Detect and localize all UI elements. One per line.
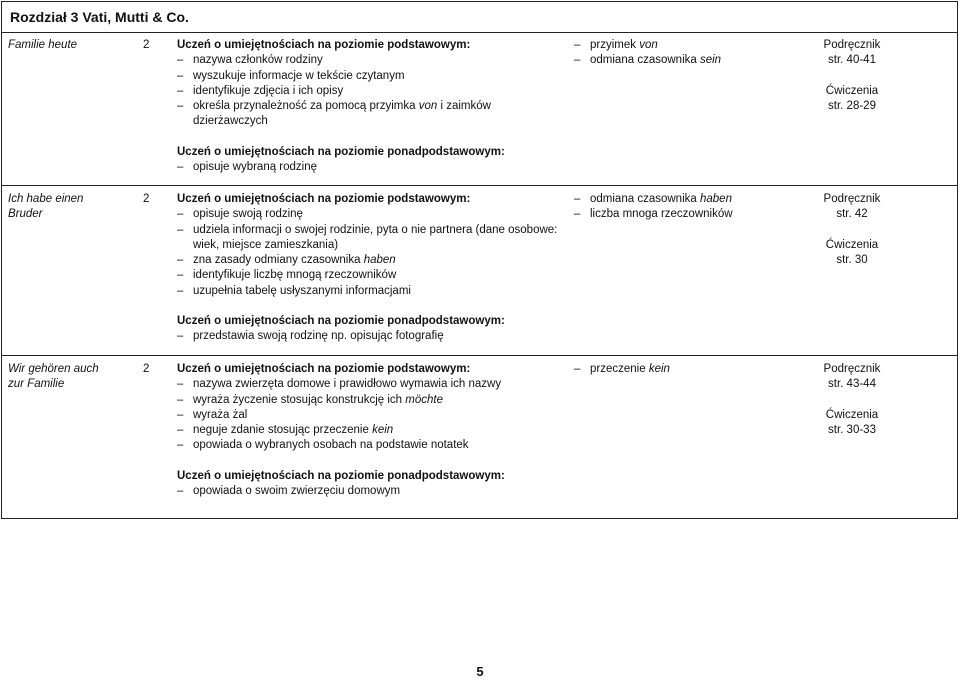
table-row [1,186,958,356]
objectives-cell [177,186,572,355]
workbook-pages: str. 30-33 [828,423,876,436]
workbook-label: Ćwiczenia [825,84,879,97]
topic-title: Familie heute [8,39,78,51]
objective-item: – neguje zdanie stosując przeczenie kein [177,423,572,438]
topic-cell [8,32,108,185]
textbook-label: Podręcznik [823,193,881,205]
textbook-pages: str. 40-41 [828,54,876,67]
objective-item: – uzupełnia tabelę usłyszanymi informacjami [177,284,572,299]
objectives-cell [177,356,572,518]
objective-item: – określa przynależność za pomocą przyimka von i zaimków [177,99,572,114]
basic-level-heading: Uczeń o umiejętnościach na poziomie podstawowym: [177,363,471,375]
textbook-label: Podręcznik [823,363,881,375]
topic-title-line: Ich habe einen [8,193,84,205]
topic-cell [8,186,108,355]
objective-item: – wyszukuje informacje w tekście czytanym [177,69,572,84]
table-row [1,356,958,519]
textbook-label: Podręcznik [823,39,881,51]
objective-item: – opowiada o wybranych osobach na podstawie notatek [177,438,572,453]
basic-level-heading: Uczeń o umiejętnościach na poziomie podstawowym: [177,39,471,51]
objective-item-continuation: dzierżawczych [193,115,268,128]
grammar-cell [574,356,784,518]
objective-item: – identyfikuje zdjęcia i ich opisy [177,84,572,99]
grammar-cell [574,32,784,185]
references-cell [790,32,914,185]
objective-item: – nazywa członków rodziny [177,53,572,68]
advanced-level-heading: Uczeń o umiejętnościach na poziomie ponadpodstawowym: [177,315,505,328]
references-cell [790,356,914,518]
hours-cell: 2 [143,193,150,205]
grammar-item: – odmiana czasownika haben [574,192,784,207]
grammar-item: – liczba mnoga rzeczowników [574,207,784,222]
objective-item: – zna zasady odmiany czasownika haben [177,253,572,268]
objective-item: – nazywa zwierzęta domowe i prawidłowo wymawia ich nazwy [177,377,572,392]
chapter-title: Rozdział 3 Vati, Mutti & Co. [1,1,958,33]
objective-item: – opowiada o swoim zwierzęciu domowym [177,484,572,499]
objective-item: – wyraża życzenie stosując konstrukcję ich möchte [177,393,572,408]
objective-item: – przedstawia swoją rodzinę np. opisując fotografię [177,329,572,344]
objective-item: – wyraża żal [177,408,572,423]
workbook-label: Ćwiczenia [825,238,879,251]
objective-item: – udziela informacji o swojej rodzinie, pyta o nie partnera (dane osobowe: [177,223,572,238]
topic-title-line: Wir gehören auch [8,363,99,375]
topic-title-line: zur Familie [8,378,65,391]
workbook-pages: str. 28-29 [828,99,876,112]
hours-cell: 2 [143,39,150,51]
objective-item: – opisuje wybraną rodzinę [177,160,572,175]
objective-item: – identyfikuje liczbę mnogą rzeczowników [177,268,572,283]
references-cell [790,186,914,355]
grammar-item: – przeczenie kein [574,362,784,377]
objective-item-continuation: wiek, miejsce zamieszkania) [193,238,339,251]
table-row [1,32,958,186]
grammar-item: – przyimek von [574,38,784,53]
objectives-cell [177,32,572,185]
textbook-pages: str. 43-44 [828,378,876,391]
hours-cell: 2 [143,363,150,375]
grammar-cell [574,186,784,355]
textbook-pages: str. 42 [836,208,868,221]
page-number: 5 [476,664,484,679]
topic-title-line: Bruder [8,208,43,221]
grammar-item: – odmiana czasownika sein [574,53,784,68]
workbook-pages: str. 30 [836,253,868,266]
basic-level-heading: Uczeń o umiejętnościach na poziomie podstawowym: [177,193,471,205]
objective-item: – opisuje swoją rodzinę [177,207,572,222]
workbook-label: Ćwiczenia [825,408,879,421]
advanced-level-heading: Uczeń o umiejętnościach na poziomie ponadpodstawowym: [177,145,505,158]
topic-cell [8,356,108,518]
advanced-level-heading: Uczeń o umiejętnościach na poziomie ponadpodstawowym: [177,469,505,482]
